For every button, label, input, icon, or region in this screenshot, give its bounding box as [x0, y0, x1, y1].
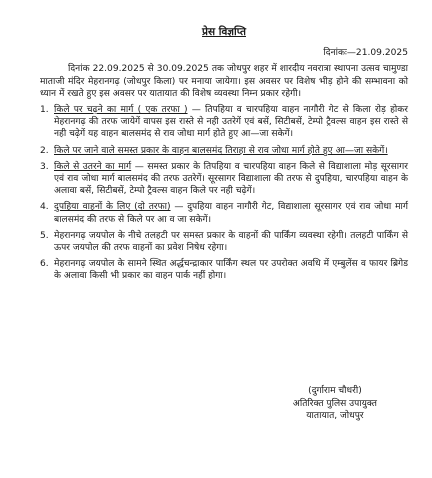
item-text: — तिपहिया व चारपहिया वाहन नागौरी गेट से किला रोड़ होकर मेहरानगढ़ की तरफ जायेगें वापस इस रास्ते से नही उतरेगें एवं बसें, सिटीबसें, टेम्पो ट्रैवल्स वाहन इस रास्ते से नही चढ़ेगें यह वाहन बालसमंद से राव जोधा मार्ग होते हुए आ—जा सकेगें।	[54, 105, 408, 140]
document-title: प्रेस विज्ञप्ति	[202, 26, 246, 38]
signatory-designation: अतिरिक्त पुलिस उपायुक्त	[292, 398, 377, 409]
item-content	[54, 201, 408, 225]
intro-paragraph: दिनांक 22.09.2025 से 30.09.2025 तक जोधपुर शहर में शारदीय नवरात्रा स्थापना उत्सव चामुण्डा माताजी मंदिर मेहरानगढ़ (जोधपुर किला) पर मनाया जायेगा। इस अवसर पर विशेष भीड़ होने की सम्भावना को ध्यान में रखते हुए इस अवसर पर यातायात की विशेष व्यवस्था निम्न प्रकार रहेगी।	[40, 64, 408, 99]
item-text: मेहरानगढ़ जयपोल के नीचे तलहटी पर समस्त प्रकार के वाहनों की पार्किंग व्यवस्था रहेगी। तलहटी पार्किंग से ऊपर जयपोल की तरफ वाहनों का प्रवेश निषेध रहेगा।	[54, 230, 408, 254]
item-content	[54, 104, 408, 141]
list-item	[40, 161, 408, 198]
item-number: 4.	[40, 202, 49, 213]
item-heading: किले से उतरने का मार्ग	[54, 161, 132, 172]
item-content	[54, 258, 408, 282]
item-number: 2.	[40, 145, 49, 156]
list-item	[40, 104, 408, 141]
item-number: 3.	[40, 161, 49, 172]
item-number: 1.	[40, 105, 49, 116]
item-text: मेहरानगढ़ जयपोल के सामने स्थित अर्द्धचन्द्राकार पार्किंग स्थल पर उपरोक्त अवधि में एम्बुलेंस व फायर ब्रिगेड के अलावा किसी भी प्रकार का वाहन पार्क नहीं होगा।	[54, 259, 408, 282]
list-item	[40, 201, 408, 225]
item-content	[54, 230, 408, 254]
signatory-name: (दुर्गाराम चौधरी)	[308, 386, 362, 396]
item-content	[54, 145, 408, 157]
item-number: 5.	[40, 230, 49, 241]
signatory-office: यातायात, जोधपुर	[306, 411, 364, 421]
signature-block	[293, 385, 377, 423]
item-content	[54, 161, 408, 198]
item-text: — दुपहिया वाहन नागौरी गेट, विद्याशाला सूरसागर एवं राव जोधा मार्ग बालसमंद की तरफ से किले पर आ व जा सकेगें।	[54, 202, 408, 225]
item-heading: किले पर जाने वाले समस्त प्रकार के वाहन बालसमंद तिराहा से राव जोधा मार्ग होते हुए आ—जा सकेगें।	[54, 145, 388, 156]
list-item	[40, 258, 408, 282]
list-item	[40, 230, 408, 254]
item-heading: किले पर चढ़ने का मार्ग ( एक तरफा )	[54, 105, 188, 116]
document-date: दिनांकः—21.09.2025	[323, 48, 408, 59]
list-item	[40, 145, 408, 157]
item-text: — समस्त प्रकार के तिपहिया व चारपहिया वाहन किले से विद्याशाला मोड़ सूरसागर एवं राव जोधा मार्ग बालसमंद की तरफ उतरेगें। सूरसागर विद्याशाला की तरफ से दुपहिया, चारपहिया वाहन के अलावा बसें, सिटीबसें, टेम्पो ट्रैवल्स वाहन किले पर नही चढ़ेगें।	[54, 161, 408, 197]
item-number: 6.	[40, 259, 49, 270]
item-heading: दुपहिया वाहनों के लिए (दो तरफा)	[54, 202, 171, 213]
